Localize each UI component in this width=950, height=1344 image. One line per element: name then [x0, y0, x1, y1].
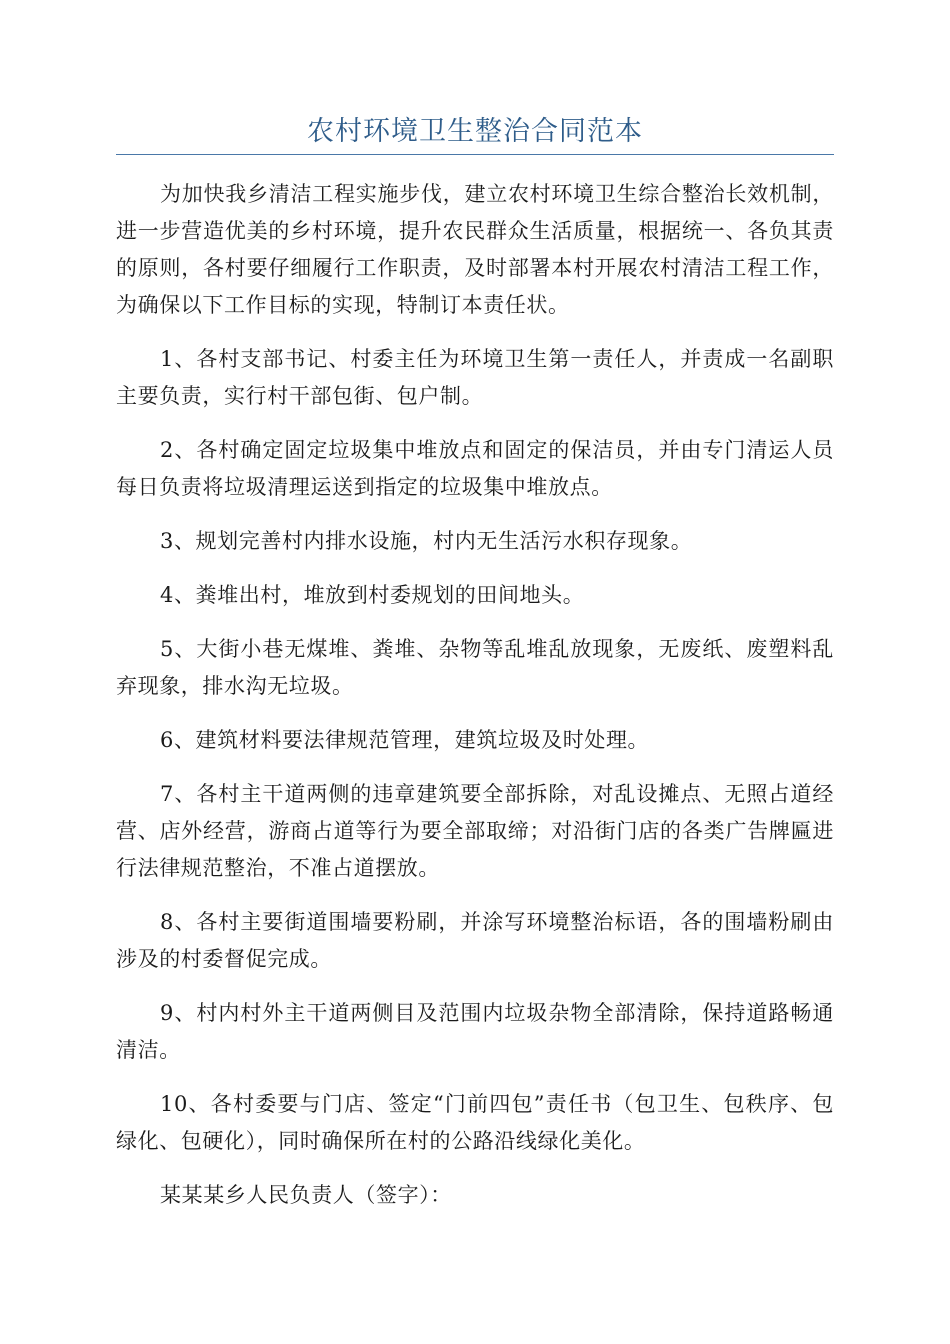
- clause-5: 5、大街小巷无煤堆、粪堆、杂物等乱堆乱放现象，无废纸、废塑料乱弃现象，排水沟无垃圾。: [116, 637, 834, 698]
- clause-7: 7、各村主干道两侧的违章建筑要全部拆除，对乱设摊点、无照占道经营、店外经营，游商占道等行为要全部取缔；对沿街门店的各类广告牌匾进行法律规范整治，不准占道摆放。: [116, 782, 834, 880]
- clause-3: 3、规划完善村内排水设施，村内无生活污水积存现象。: [160, 529, 693, 553]
- title-underline: [116, 154, 834, 155]
- document-body: [116, 176, 834, 1231]
- document-title: 农村环境卫生整治合同范本: [307, 116, 643, 147]
- clause-6: 6、建筑材料要法律规范管理，建筑垃圾及时处理。: [160, 728, 650, 752]
- clause-1: 1、各村支部书记、村委主任为环境卫生第一责任人，并责成一名副职主要负责，实行村干部包街、包户制。: [116, 347, 834, 408]
- clause-9: 9、村内村外主干道两侧目及范围内垃圾杂物全部清除，保持道路畅通清洁。: [116, 1001, 834, 1062]
- intro-paragraph: 为加快我乡清洁工程实施步伐，建立农村环境卫生综合整治长效机制，进一步营造优美的乡村环境，提升农民群众生活质量，根据统一、各负其责的原则，各村要仔细履行工作职责，及时部署本村开展农村清洁工程工作，为确保以下工作目标的实现，特制订本责任状。: [116, 182, 834, 317]
- signature-line: 某某某乡人民负责人（签字）：: [160, 1183, 452, 1207]
- clause-4: 4、粪堆出村，堆放到村委规划的田间地头。: [160, 583, 585, 607]
- clause-8: 8、各村主要街道围墙要粉刷，并涂写环境整治标语，各的围墙粉刷由涉及的村委督促完成。: [116, 910, 834, 971]
- clause-10: 10、各村委要与门店、签定“门前四包”责任书（包卫生、包秩序、包绿化、包硬化），同时确保所在村的公路沿线绿化美化。: [116, 1092, 834, 1153]
- clause-2: 2、各村确定固定垃圾集中堆放点和固定的保洁员，并由专门清运人员每日负责将垃圾清理运送到指定的垃圾集中堆放点。: [116, 438, 834, 499]
